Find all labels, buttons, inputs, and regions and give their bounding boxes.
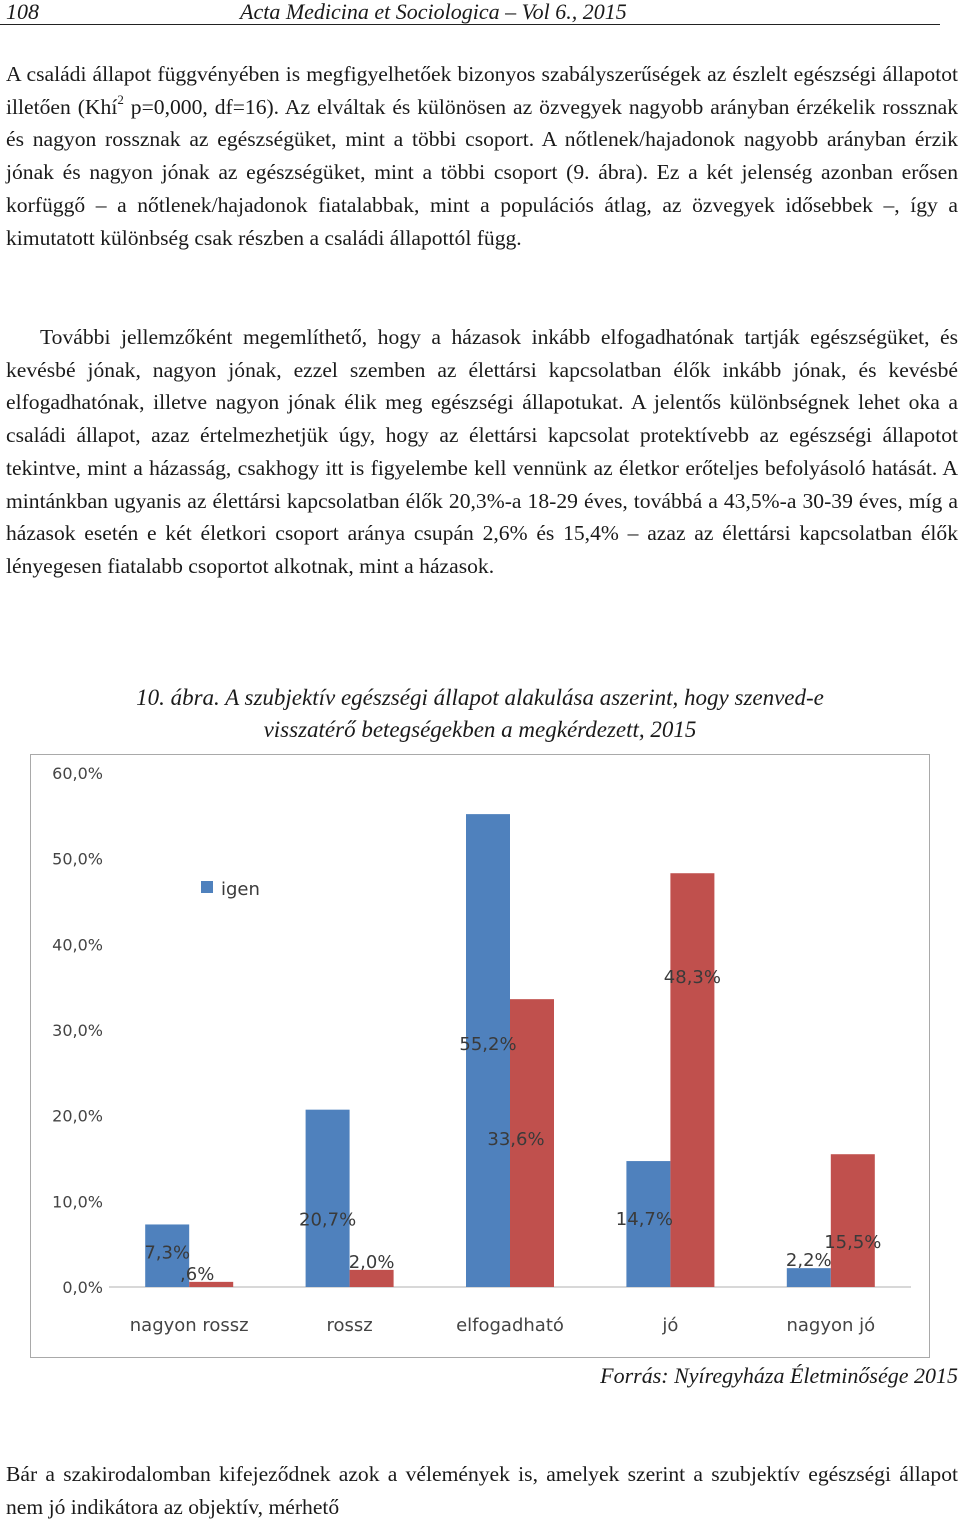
figure-caption — [0, 682, 960, 746]
bar-chart — [31, 755, 929, 1357]
bar-series-2 — [670, 873, 714, 1287]
figure-caption-line-2: visszatérő betegségekben a megkérdezett, 2015 — [263, 717, 697, 742]
y-tick-label: 50,0% — [52, 849, 103, 869]
paragraph-3: Bár a szakirodalomban kifejeződnek azok a vélemények is, amelyek szerint a szubjektív egészségi állapot nem jó indikátora az objektív, mérhető — [6, 1462, 958, 1519]
data-label: 7,3% — [144, 1242, 191, 1264]
paragraph-2: További jellemzőként megemlíthető, hogy a házasok inkább elfogadhatónak tartják egészségüket, és kevésbé jónak, nagyon jónak, ezzel szemben az élettársi kapcsolatban élők inkább jónak, és kevésbé elfogadhatónak, illetve nagyon jónak élik meg egészségi állapotukat. A jelentős különbségnek lehet oka a családi állapot, azaz értelmezhetjük úgy, hogy az élettársi kapcsolat protektívebb az egészségi állapotot tekintve, mint a házasság, csakhogy itt is figyelembe kell vennünk az életkor erőteljes befolyásoló hatását. A mintánkban ugyanis az élettársi kapcsolatban élők 20,3%-a 18-29 éves, továbbá a 43,5%-a 30-39 éves, míg a házasok esetén e két életkori csoport aránya csupán 2,6% és 15,4% – azaz az élettársi kapcsolatban élők lényegesen fiatalabb csoportot alkotnak, mint a házasok. — [6, 325, 958, 578]
data-label: 2,0% — [348, 1251, 395, 1273]
figure-source: Forrás: Nyíregyháza Életminősége 2015 — [600, 1363, 958, 1388]
legend-label: igen — [221, 879, 260, 900]
data-label: 14,7% — [615, 1209, 673, 1231]
page-header — [0, 0, 940, 25]
y-tick-label: 30,0% — [52, 1021, 103, 1040]
data-label: 55,2% — [459, 1034, 517, 1056]
data-label: 48,3% — [663, 967, 721, 989]
y-tick-label: 10,0% — [52, 1192, 103, 1212]
data-label: 15,5% — [824, 1232, 882, 1254]
x-tick-label: jó — [662, 1315, 679, 1336]
y-tick-label: 0,0% — [62, 1278, 103, 1297]
chart-frame — [30, 754, 930, 1358]
x-tick-label: nagyon jó — [786, 1315, 876, 1336]
y-tick-label: 20,0% — [52, 1106, 103, 1126]
figure-caption-line-1: 10. ábra. A szubjektív egészségi állapot alakulása aszerint, hogy szenved-e — [136, 685, 824, 710]
page-number: 108 — [6, 0, 39, 24]
legend-swatch — [201, 881, 213, 893]
data-label: 33,6% — [487, 1129, 545, 1151]
x-tick-label: elfogadható — [456, 1315, 564, 1336]
bar-series-1 — [306, 1110, 350, 1287]
data-label: 2,2% — [785, 1250, 832, 1272]
data-label: 20,7% — [299, 1209, 357, 1231]
paragraph-1-superscript: 2 — [117, 91, 124, 107]
y-tick-label: 60,0% — [52, 764, 103, 783]
y-tick-label: 40,0% — [52, 935, 103, 955]
data-label: ,6% — [180, 1263, 215, 1285]
journal-title: Acta Medicina et Sociologica – Vol 6., 2015 — [240, 0, 627, 24]
paragraph-1-text-b: p=0,000, df=16). Az elváltak és különösen az özvegyek nagyobb arányban érzékelik rossznak és nagyon rossznak az egészségüket, mint a többi csoport. A nőtlenek/hajadonok nagyobb arányban érzik jónak és nagyon jónak az egészségüket, mint a többi csoport (9. ábra). Ez a két jelenség azonban erősen korfüggő – a nőtlenek/hajadonok fiatalabbak, mint a populációs átlag, az özvegyek idősebbek –, így a kimutatott különbség csak részben a családi állapottól függ. — [6, 94, 958, 250]
paragraph-1-text-a: A családi állapot függvényében is megfigyelhetőek bizonyos szabályszerűségek az észlelt egészségi állapotot illetően (Khí — [6, 62, 958, 119]
bar-series-2 — [831, 1154, 875, 1287]
x-tick-label: nagyon rossz — [129, 1315, 249, 1336]
paragraph-1 — [6, 58, 958, 254]
x-tick-label: rossz — [326, 1315, 373, 1336]
